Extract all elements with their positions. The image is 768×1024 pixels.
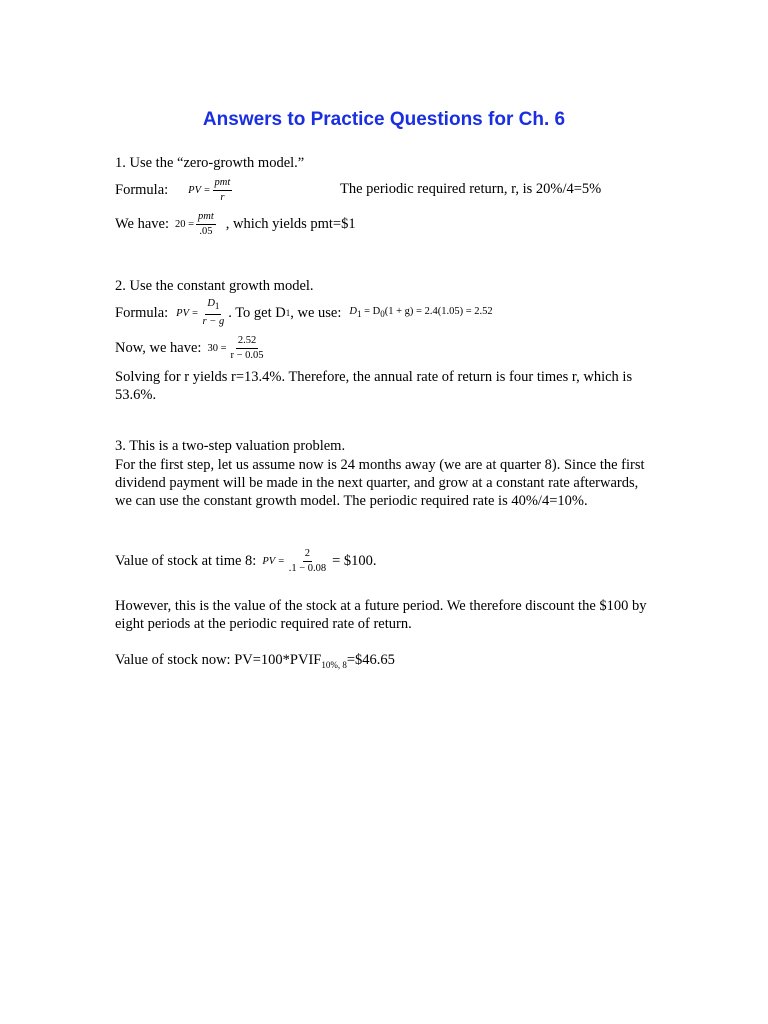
q3-value8-row <box>115 545 377 577</box>
q3-paragraph-2: However, this is the value of the stock at a future period. We therefore discount the $100 by eight periods at the periodic required rate of return. <box>115 598 647 632</box>
q2-heading: 2. Use the constant growth model. <box>115 278 314 294</box>
q2-d1-equation <box>349 306 492 319</box>
q2-get-d1-text: . To get D <box>228 304 286 321</box>
q1-formula-row <box>115 175 234 205</box>
q2-now-row <box>115 332 268 364</box>
q2-formula-label: Formula: <box>115 304 169 321</box>
q2-now-fraction <box>228 335 265 362</box>
q3-value8-lhs: PV = <box>262 555 285 567</box>
q1-we-have-fraction <box>196 211 216 238</box>
q3-value8-fraction <box>287 548 328 575</box>
q1-periodic-note: The periodic required return, r, is 20%/4=5% <box>340 181 602 197</box>
q2-formula-denominator: r − g <box>202 315 225 327</box>
q2-d1-rhs: (1 + g) = 2.4(1.05) = 2.52 <box>384 306 493 318</box>
q3-value-now-result: =$46.65 <box>346 652 395 668</box>
q2-now-denominator: r − 0.05 <box>230 349 264 361</box>
q2-now-lhs: 30 = <box>207 342 227 354</box>
q2-formula-lhs: PV = <box>176 307 199 319</box>
page-title: Answers to Practice Questions for Ch. 6 <box>202 109 566 130</box>
q3-paragraph-1: For the first step, let us assume now is 24 months away (we are at quarter 8). Since the first dividend payment will be made in the next quarter, and grow at a constant rate afterwards, we can use the constant growth model. The periodic required rate is 40%/4=10%. <box>115 457 645 509</box>
q3-value-now <box>115 652 395 670</box>
q2-formula-numerator <box>205 298 221 314</box>
q1-we-have-denominator: .05 <box>199 225 213 237</box>
q2-d1-lhs-sub: 1 <box>356 309 362 320</box>
q2-d1-lhs: D <box>349 306 357 318</box>
q3-value8-label: Value of stock at time 8: <box>115 552 257 569</box>
q1-formula-label: Formula: <box>115 181 169 198</box>
q2-d1-eq-sub: 0 <box>380 309 385 320</box>
q2-get-d1-sub: 1 <box>285 308 291 318</box>
q1-formula-denominator: r <box>220 191 225 203</box>
q1-we-have-row <box>115 209 356 239</box>
q2-d1-eq: = D <box>364 306 381 318</box>
q3-value8-numerator: 2 <box>303 548 312 562</box>
q1-formula-numerator: pmt <box>213 177 233 191</box>
q2-now-numerator: 2.52 <box>236 335 258 349</box>
q3-value-now-sub: 10%, 8 <box>321 659 347 670</box>
q2-formula-numerator-sub: 1 <box>214 301 220 312</box>
q2-get-d1-tail: , we use: <box>290 304 342 321</box>
q2-solving-text: Solving for r yields r=13.4%. Therefore, the annual rate of return is four times r, which is 53.6%. <box>115 369 633 403</box>
q1-we-have-result: , which yields pmt=$1 <box>225 215 356 232</box>
q1-formula-lhs: PV = <box>188 184 211 196</box>
q3-value8-denominator: .1 − 0.08 <box>288 562 327 574</box>
q2-now-label: Now, we have: <box>115 339 202 356</box>
q3-value8-result: = $100. <box>332 552 377 569</box>
q1-heading: 1. Use the “zero-growth model.” <box>115 155 305 171</box>
q2-formula-numerator-d: D <box>207 298 215 310</box>
q3-heading: 3. This is a two-step valuation problem. <box>115 438 346 454</box>
q1-formula-fraction <box>213 177 233 204</box>
q1-we-have-numerator: pmt <box>196 211 216 225</box>
q1-we-have-label: We have: <box>115 215 169 232</box>
q2-formula-fraction <box>201 298 227 327</box>
q3-value-now-text: Value of stock now: PV=100*PVIF <box>115 652 322 668</box>
q1-we-have-lhs: 20 = <box>175 218 195 230</box>
q2-formula-row <box>115 297 493 329</box>
